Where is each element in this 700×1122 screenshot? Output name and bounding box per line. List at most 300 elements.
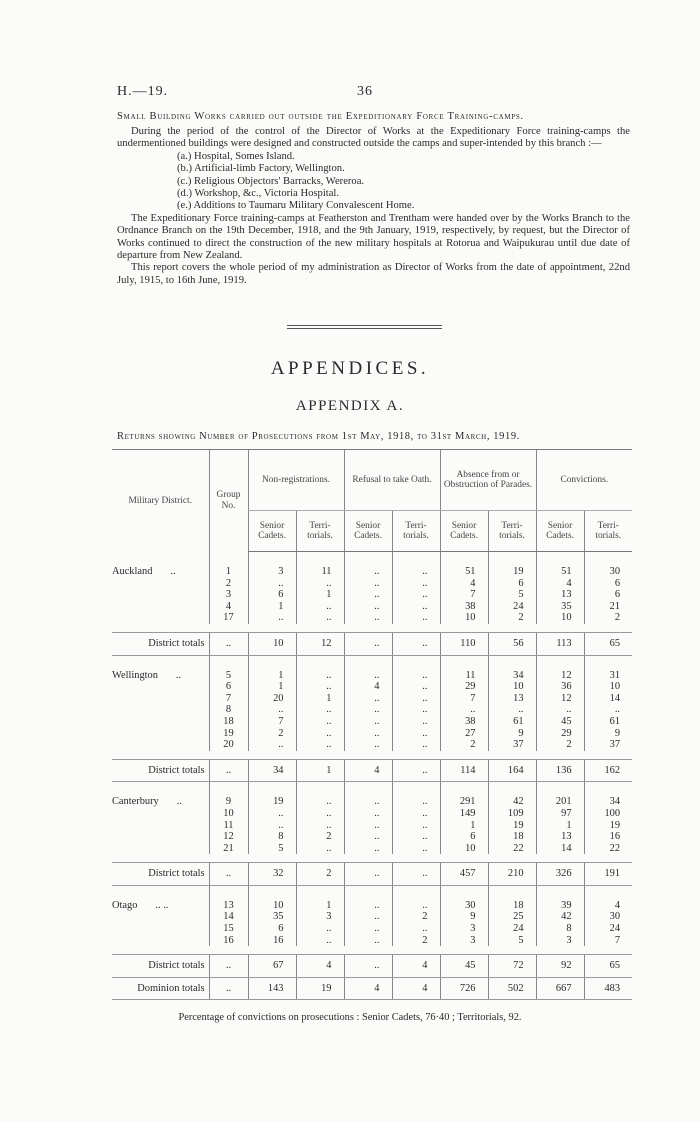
total-cell: 113 <box>536 632 584 655</box>
total-cell: 34 <box>248 759 296 782</box>
table-cell: 30 <box>584 552 632 578</box>
table-cell: 37 <box>584 739 632 751</box>
divider-rule <box>287 325 442 326</box>
header-refusal-oath: Refusal to take Oath. <box>344 450 440 511</box>
spacer-cell <box>112 751 632 760</box>
group-number: 19 <box>209 728 248 740</box>
total-cell: .. <box>209 632 248 655</box>
table-cell: 12 <box>536 655 584 681</box>
row-spacer <box>112 946 632 955</box>
table-cell: 6 <box>584 589 632 601</box>
group-number: 16 <box>209 935 248 947</box>
table-cell: 2 <box>392 935 440 947</box>
table-cell: 2 <box>248 728 296 740</box>
table-cell: .. <box>296 601 344 613</box>
table-cell: 38 <box>440 601 488 613</box>
table-cell: 19 <box>248 782 296 808</box>
table-cell: 10 <box>440 843 488 855</box>
prosecutions-table <box>112 449 632 1000</box>
table-cell: .. <box>344 655 392 681</box>
table-cell: 19 <box>488 552 536 578</box>
total-cell: 45 <box>440 955 488 978</box>
table-cell: .. <box>296 716 344 728</box>
table-body <box>112 552 632 1000</box>
table-cell: 1 <box>296 885 344 911</box>
table-cell: 4 <box>344 681 392 693</box>
table-cell: .. <box>344 601 392 613</box>
table-row <box>112 739 632 751</box>
table-cell: 5 <box>488 935 536 947</box>
subheader-senior-cadets: Senior Cadets. <box>536 511 584 552</box>
total-cell: 65 <box>584 955 632 978</box>
table-cell: 8 <box>536 923 584 935</box>
district-total-row <box>112 759 632 782</box>
leader-dots: .. <box>176 796 182 808</box>
table-cell: 39 <box>536 885 584 911</box>
district-name-cell <box>112 923 209 935</box>
divider-rule <box>287 328 442 329</box>
district-name-cell <box>112 935 209 947</box>
table-row <box>112 716 632 728</box>
table-cell: .. <box>584 704 632 716</box>
district-name: Otago <box>112 899 138 911</box>
table-cell: .. <box>248 820 296 832</box>
table-cell: .. <box>392 693 440 705</box>
spacer-cell <box>112 946 632 955</box>
table-cell: 61 <box>584 716 632 728</box>
table-row <box>112 935 632 947</box>
table-cell: 31 <box>584 655 632 681</box>
table-cell: 3 <box>296 911 344 923</box>
district-name: Auckland <box>112 565 153 577</box>
total-cell: .. <box>344 863 392 886</box>
total-cell: 4 <box>392 955 440 978</box>
group-number: 15 <box>209 923 248 935</box>
table-cell: .. <box>296 728 344 740</box>
subheader-territorials: Terri-torials. <box>296 511 344 552</box>
subheader-senior-cadets: Senior Cadets. <box>344 511 392 552</box>
list-item: (b.) Artificial-limb Factory, Wellington. <box>177 163 345 175</box>
group-number: 6 <box>209 681 248 693</box>
table-cell: 24 <box>584 923 632 935</box>
total-cell: 92 <box>536 955 584 978</box>
table-row <box>112 728 632 740</box>
subheader-senior-cadets: Senior Cadets. <box>248 511 296 552</box>
table-cell: 5 <box>488 589 536 601</box>
total-cell: .. <box>209 955 248 978</box>
group-number: 17 <box>209 612 248 624</box>
table-cell: 6 <box>488 578 536 590</box>
table-cell: 38 <box>440 716 488 728</box>
table-cell: 42 <box>536 911 584 923</box>
table-cell: .. <box>296 782 344 808</box>
table-cell: 34 <box>488 655 536 681</box>
table-cell: 51 <box>536 552 584 578</box>
table-cell: .. <box>344 728 392 740</box>
district-name-cell <box>112 601 209 613</box>
table-cell: 25 <box>488 911 536 923</box>
table-row <box>112 843 632 855</box>
total-cell: 65 <box>584 632 632 655</box>
table-cell: 12 <box>536 693 584 705</box>
table-cell: .. <box>344 578 392 590</box>
total-cell: 56 <box>488 632 536 655</box>
table-cell: .. <box>344 589 392 601</box>
table-cell: .. <box>344 820 392 832</box>
table-cell: 3 <box>248 552 296 578</box>
table-cell: .. <box>344 716 392 728</box>
district-name: Canterbury <box>112 796 159 808</box>
dominion-total-cell: 143 <box>248 977 296 1000</box>
district-name-cell <box>112 578 209 590</box>
table-row <box>112 612 632 624</box>
leader-dots: .. .. <box>155 899 169 911</box>
table-cell: 19 <box>584 820 632 832</box>
table-cell: .. <box>248 704 296 716</box>
total-cell: 10 <box>248 632 296 655</box>
group-number: 3 <box>209 589 248 601</box>
table-cell: 42 <box>488 782 536 808</box>
table-cell: .. <box>344 612 392 624</box>
table-cell: 36 <box>536 681 584 693</box>
subheader-territorials: Terri-torials. <box>392 511 440 552</box>
table-cell: .. <box>344 693 392 705</box>
table-cell: .. <box>248 578 296 590</box>
total-cell: 2 <box>296 863 344 886</box>
total-cell: 162 <box>584 759 632 782</box>
dominion-total-cell: 502 <box>488 977 536 1000</box>
total-cell: 164 <box>488 759 536 782</box>
table-cell: 61 <box>488 716 536 728</box>
subheader-senior-cadets: Senior Cadets. <box>440 511 488 552</box>
group-number: 12 <box>209 831 248 843</box>
header-non-registrations: Non-registrations. <box>248 450 344 511</box>
table-cell: 20 <box>248 693 296 705</box>
table-row <box>112 552 632 578</box>
table-cell: 13 <box>488 693 536 705</box>
table-cell: 21 <box>584 601 632 613</box>
district-name-cell <box>112 552 209 578</box>
table-cell: .. <box>296 704 344 716</box>
table-cell: 37 <box>488 739 536 751</box>
table-cell: .. <box>296 820 344 832</box>
table-cell: .. <box>344 739 392 751</box>
table-cell: .. <box>392 601 440 613</box>
table-cell: 149 <box>440 808 488 820</box>
table-cell: 2 <box>488 612 536 624</box>
table-cell: 35 <box>248 911 296 923</box>
table-cell: 24 <box>488 601 536 613</box>
table-cell: 9 <box>584 728 632 740</box>
total-cell: 32 <box>248 863 296 886</box>
table-cell: 10 <box>536 612 584 624</box>
dominion-totals-label: Dominion totals <box>112 977 209 1000</box>
table-cell: .. <box>296 935 344 947</box>
footnote: Percentage of convictions on prosecutions : Senior Cadets, 76·40 ; Territorials, 92. <box>178 1012 522 1023</box>
district-totals-label: District totals <box>112 955 209 978</box>
table-cell: 1 <box>248 655 296 681</box>
table-cell: .. <box>392 831 440 843</box>
section-title: Small Building Works carried out outside the Expeditionary Force Training-camps. <box>117 111 524 122</box>
table-cell: .. <box>392 808 440 820</box>
page-number: 36 <box>357 84 373 99</box>
district-totals-label: District totals <box>112 863 209 886</box>
total-cell: 136 <box>536 759 584 782</box>
table-cell: .. <box>440 704 488 716</box>
group-number: 13 <box>209 885 248 911</box>
table-cell: 3 <box>440 923 488 935</box>
table-cell: .. <box>392 704 440 716</box>
table-cell: 8 <box>248 831 296 843</box>
group-number: 14 <box>209 911 248 923</box>
table-cell: .. <box>296 808 344 820</box>
table-cell: .. <box>344 843 392 855</box>
dominion-total-row <box>112 977 632 1000</box>
district-totals-label: District totals <box>112 632 209 655</box>
table-cell: 5 <box>248 843 296 855</box>
table-cell: 7 <box>440 693 488 705</box>
district-name-cell <box>112 589 209 601</box>
table-cell: .. <box>392 885 440 911</box>
total-cell: .. <box>392 759 440 782</box>
table-cell: .. <box>392 552 440 578</box>
district-total-row <box>112 632 632 655</box>
district-name-cell <box>112 911 209 923</box>
table-cell: 1 <box>248 601 296 613</box>
total-cell: .. <box>392 863 440 886</box>
table-row <box>112 693 632 705</box>
table-cell: 29 <box>536 728 584 740</box>
table-row <box>112 782 632 808</box>
table-cell: 51 <box>440 552 488 578</box>
paragraph-handover: The Expeditionary Force training-camps at Featherston and Trentham were handed over by the Works Branch to the Ordnance Branch on the 19th December, 1918, and the 9th January, 1919, respectively, by request, but the Director of Works continued to direct the construction of the new military hospitals at Rotorua and Waipukurau until due date of departure from New Zealand. <box>117 212 630 262</box>
table-cell: 9 <box>488 728 536 740</box>
table-cell: .. <box>344 831 392 843</box>
group-number: 18 <box>209 716 248 728</box>
total-cell: 210 <box>488 863 536 886</box>
paragraph-intro: During the period of the control of the Director of Works at the Expeditionary Force training-camps the undermentioned buildings were designed and constructed outside the camps and super-intended by this branch :— <box>117 126 630 150</box>
table-cell: 16 <box>248 935 296 947</box>
total-cell: 4 <box>344 759 392 782</box>
table-cell: .. <box>296 923 344 935</box>
table-row <box>112 885 632 911</box>
table-cell: 11 <box>296 552 344 578</box>
table-cell: 13 <box>536 831 584 843</box>
total-cell: .. <box>209 759 248 782</box>
table-row <box>112 911 632 923</box>
total-cell: 326 <box>536 863 584 886</box>
table-cell: 30 <box>440 885 488 911</box>
table-cell: 2 <box>296 831 344 843</box>
table-cell: .. <box>344 935 392 947</box>
table-row <box>112 589 632 601</box>
table-cell: 1 <box>440 820 488 832</box>
table-cell: 22 <box>488 843 536 855</box>
table-cell: 4 <box>536 578 584 590</box>
table-cell: 11 <box>440 655 488 681</box>
total-cell: .. <box>209 863 248 886</box>
table-title: Returns showing Number of Prosecutions from 1st May, 1918, to 31st March, 1919. <box>117 431 520 442</box>
table-cell: 18 <box>488 831 536 843</box>
table-cell: .. <box>296 655 344 681</box>
table-cell: .. <box>296 612 344 624</box>
district-name-cell <box>112 704 209 716</box>
row-spacer <box>112 854 632 863</box>
table-cell: 10 <box>440 612 488 624</box>
table-cell: 19 <box>488 820 536 832</box>
table-cell: 7 <box>584 935 632 947</box>
dominion-total-cell: 667 <box>536 977 584 1000</box>
table-cell: .. <box>488 704 536 716</box>
table-cell: .. <box>392 655 440 681</box>
group-number: 11 <box>209 820 248 832</box>
appendices-heading: APPENDICES. <box>270 358 430 379</box>
district-name-cell <box>112 716 209 728</box>
table-cell: .. <box>344 782 392 808</box>
dominion-total-cell: 483 <box>584 977 632 1000</box>
table-cell: 35 <box>536 601 584 613</box>
table-cell: 201 <box>536 782 584 808</box>
group-number: 8 <box>209 704 248 716</box>
subheader-territorials: Terri-torials. <box>488 511 536 552</box>
district-name: Wellington <box>112 669 158 681</box>
group-number: 9 <box>209 782 248 808</box>
table-row <box>112 681 632 693</box>
table-cell: .. <box>392 589 440 601</box>
table-cell: 16 <box>584 831 632 843</box>
total-cell: 67 <box>248 955 296 978</box>
table-cell: 18 <box>488 885 536 911</box>
table-cell: 34 <box>584 782 632 808</box>
table-cell: .. <box>344 923 392 935</box>
total-cell: 72 <box>488 955 536 978</box>
appendix-heading: APPENDIX A. <box>295 398 405 414</box>
total-cell: 12 <box>296 632 344 655</box>
row-spacer <box>112 751 632 760</box>
dominion-total-cell: 726 <box>440 977 488 1000</box>
list-item: (a.) Hospital, Somes Island. <box>177 150 295 162</box>
leader-dots: .. <box>175 669 182 681</box>
table-row <box>112 655 632 681</box>
district-name-cell <box>112 728 209 740</box>
table-cell: .. <box>392 578 440 590</box>
total-cell: 114 <box>440 759 488 782</box>
table-cell: .. <box>392 728 440 740</box>
table-cell: .. <box>248 739 296 751</box>
body-text <box>117 126 630 287</box>
table-cell: .. <box>344 911 392 923</box>
table-cell: 14 <box>584 693 632 705</box>
table-cell: 2 <box>440 739 488 751</box>
table-cell: 2 <box>536 739 584 751</box>
dominion-total-cell: .. <box>209 977 248 1000</box>
header-convictions: Convictions. <box>536 450 632 511</box>
table-cell: .. <box>392 782 440 808</box>
header-absence-parades: Absence from or Obstruction of Parades. <box>440 450 536 511</box>
table-cell: 13 <box>536 589 584 601</box>
group-number: 4 <box>209 601 248 613</box>
district-totals-label: District totals <box>112 759 209 782</box>
group-number: 21 <box>209 843 248 855</box>
table-row <box>112 578 632 590</box>
table-cell: 100 <box>584 808 632 820</box>
table-cell: 14 <box>536 843 584 855</box>
group-number: 7 <box>209 693 248 705</box>
district-name-cell <box>112 885 209 911</box>
table-cell: 1 <box>248 681 296 693</box>
group-number: 2 <box>209 578 248 590</box>
list-item: (d.) Workshop, &c., Victoria Hospital. <box>177 188 340 200</box>
table-cell: 97 <box>536 808 584 820</box>
dominion-total-cell: 4 <box>392 977 440 1000</box>
table-cell: 27 <box>440 728 488 740</box>
table-cell: .. <box>296 681 344 693</box>
dominion-total-cell: 19 <box>296 977 344 1000</box>
list-item: (e.) Additions to Taumaru Military Convalescent Home. <box>177 200 415 212</box>
table-cell: 24 <box>488 923 536 935</box>
group-number: 5 <box>209 655 248 681</box>
page-reference: H.—19. <box>117 84 169 99</box>
table-cell: .. <box>392 681 440 693</box>
header-group: Group No. <box>209 450 248 552</box>
total-cell: .. <box>344 632 392 655</box>
district-name-cell <box>112 782 209 808</box>
table-cell: .. <box>344 552 392 578</box>
total-cell: 1 <box>296 759 344 782</box>
table-cell: 1 <box>536 820 584 832</box>
table-cell: 29 <box>440 681 488 693</box>
district-name-cell <box>112 808 209 820</box>
table-row <box>112 820 632 832</box>
table-row <box>112 923 632 935</box>
table-cell: 30 <box>584 911 632 923</box>
table-cell: 2 <box>392 911 440 923</box>
table-cell: 22 <box>584 843 632 855</box>
table-cell: .. <box>536 704 584 716</box>
table-cell: 7 <box>440 589 488 601</box>
table-cell: 45 <box>536 716 584 728</box>
table-cell: .. <box>296 578 344 590</box>
table-cell: .. <box>296 739 344 751</box>
district-name-cell <box>112 612 209 624</box>
table-cell: 109 <box>488 808 536 820</box>
table-cell: .. <box>248 808 296 820</box>
district-name-cell <box>112 843 209 855</box>
subheader-territorials: Terri-torials. <box>584 511 632 552</box>
table-row <box>112 808 632 820</box>
table-cell: 10 <box>584 681 632 693</box>
spacer-cell <box>112 854 632 863</box>
table-cell: 4 <box>440 578 488 590</box>
district-total-row <box>112 863 632 886</box>
table-cell: .. <box>344 885 392 911</box>
total-cell: .. <box>392 632 440 655</box>
table-cell: 6 <box>440 831 488 843</box>
table-cell: .. <box>344 704 392 716</box>
table-cell: 2 <box>584 612 632 624</box>
total-cell: 110 <box>440 632 488 655</box>
district-name-cell <box>112 681 209 693</box>
table-cell: 6 <box>248 923 296 935</box>
table-cell: .. <box>392 820 440 832</box>
dominion-total-cell: 4 <box>344 977 392 1000</box>
leader-dots: .. <box>170 565 176 577</box>
total-cell: 457 <box>440 863 488 886</box>
district-name-cell <box>112 655 209 681</box>
list-item: (c.) Religious Objectors' Barracks, Wereroa. <box>177 175 365 187</box>
paragraph-period: This report covers the whole period of my administration as Director of Works from the date of appointment, 22nd July, 1915, to 16th June, 1919. <box>117 262 630 286</box>
district-name-cell <box>112 831 209 843</box>
